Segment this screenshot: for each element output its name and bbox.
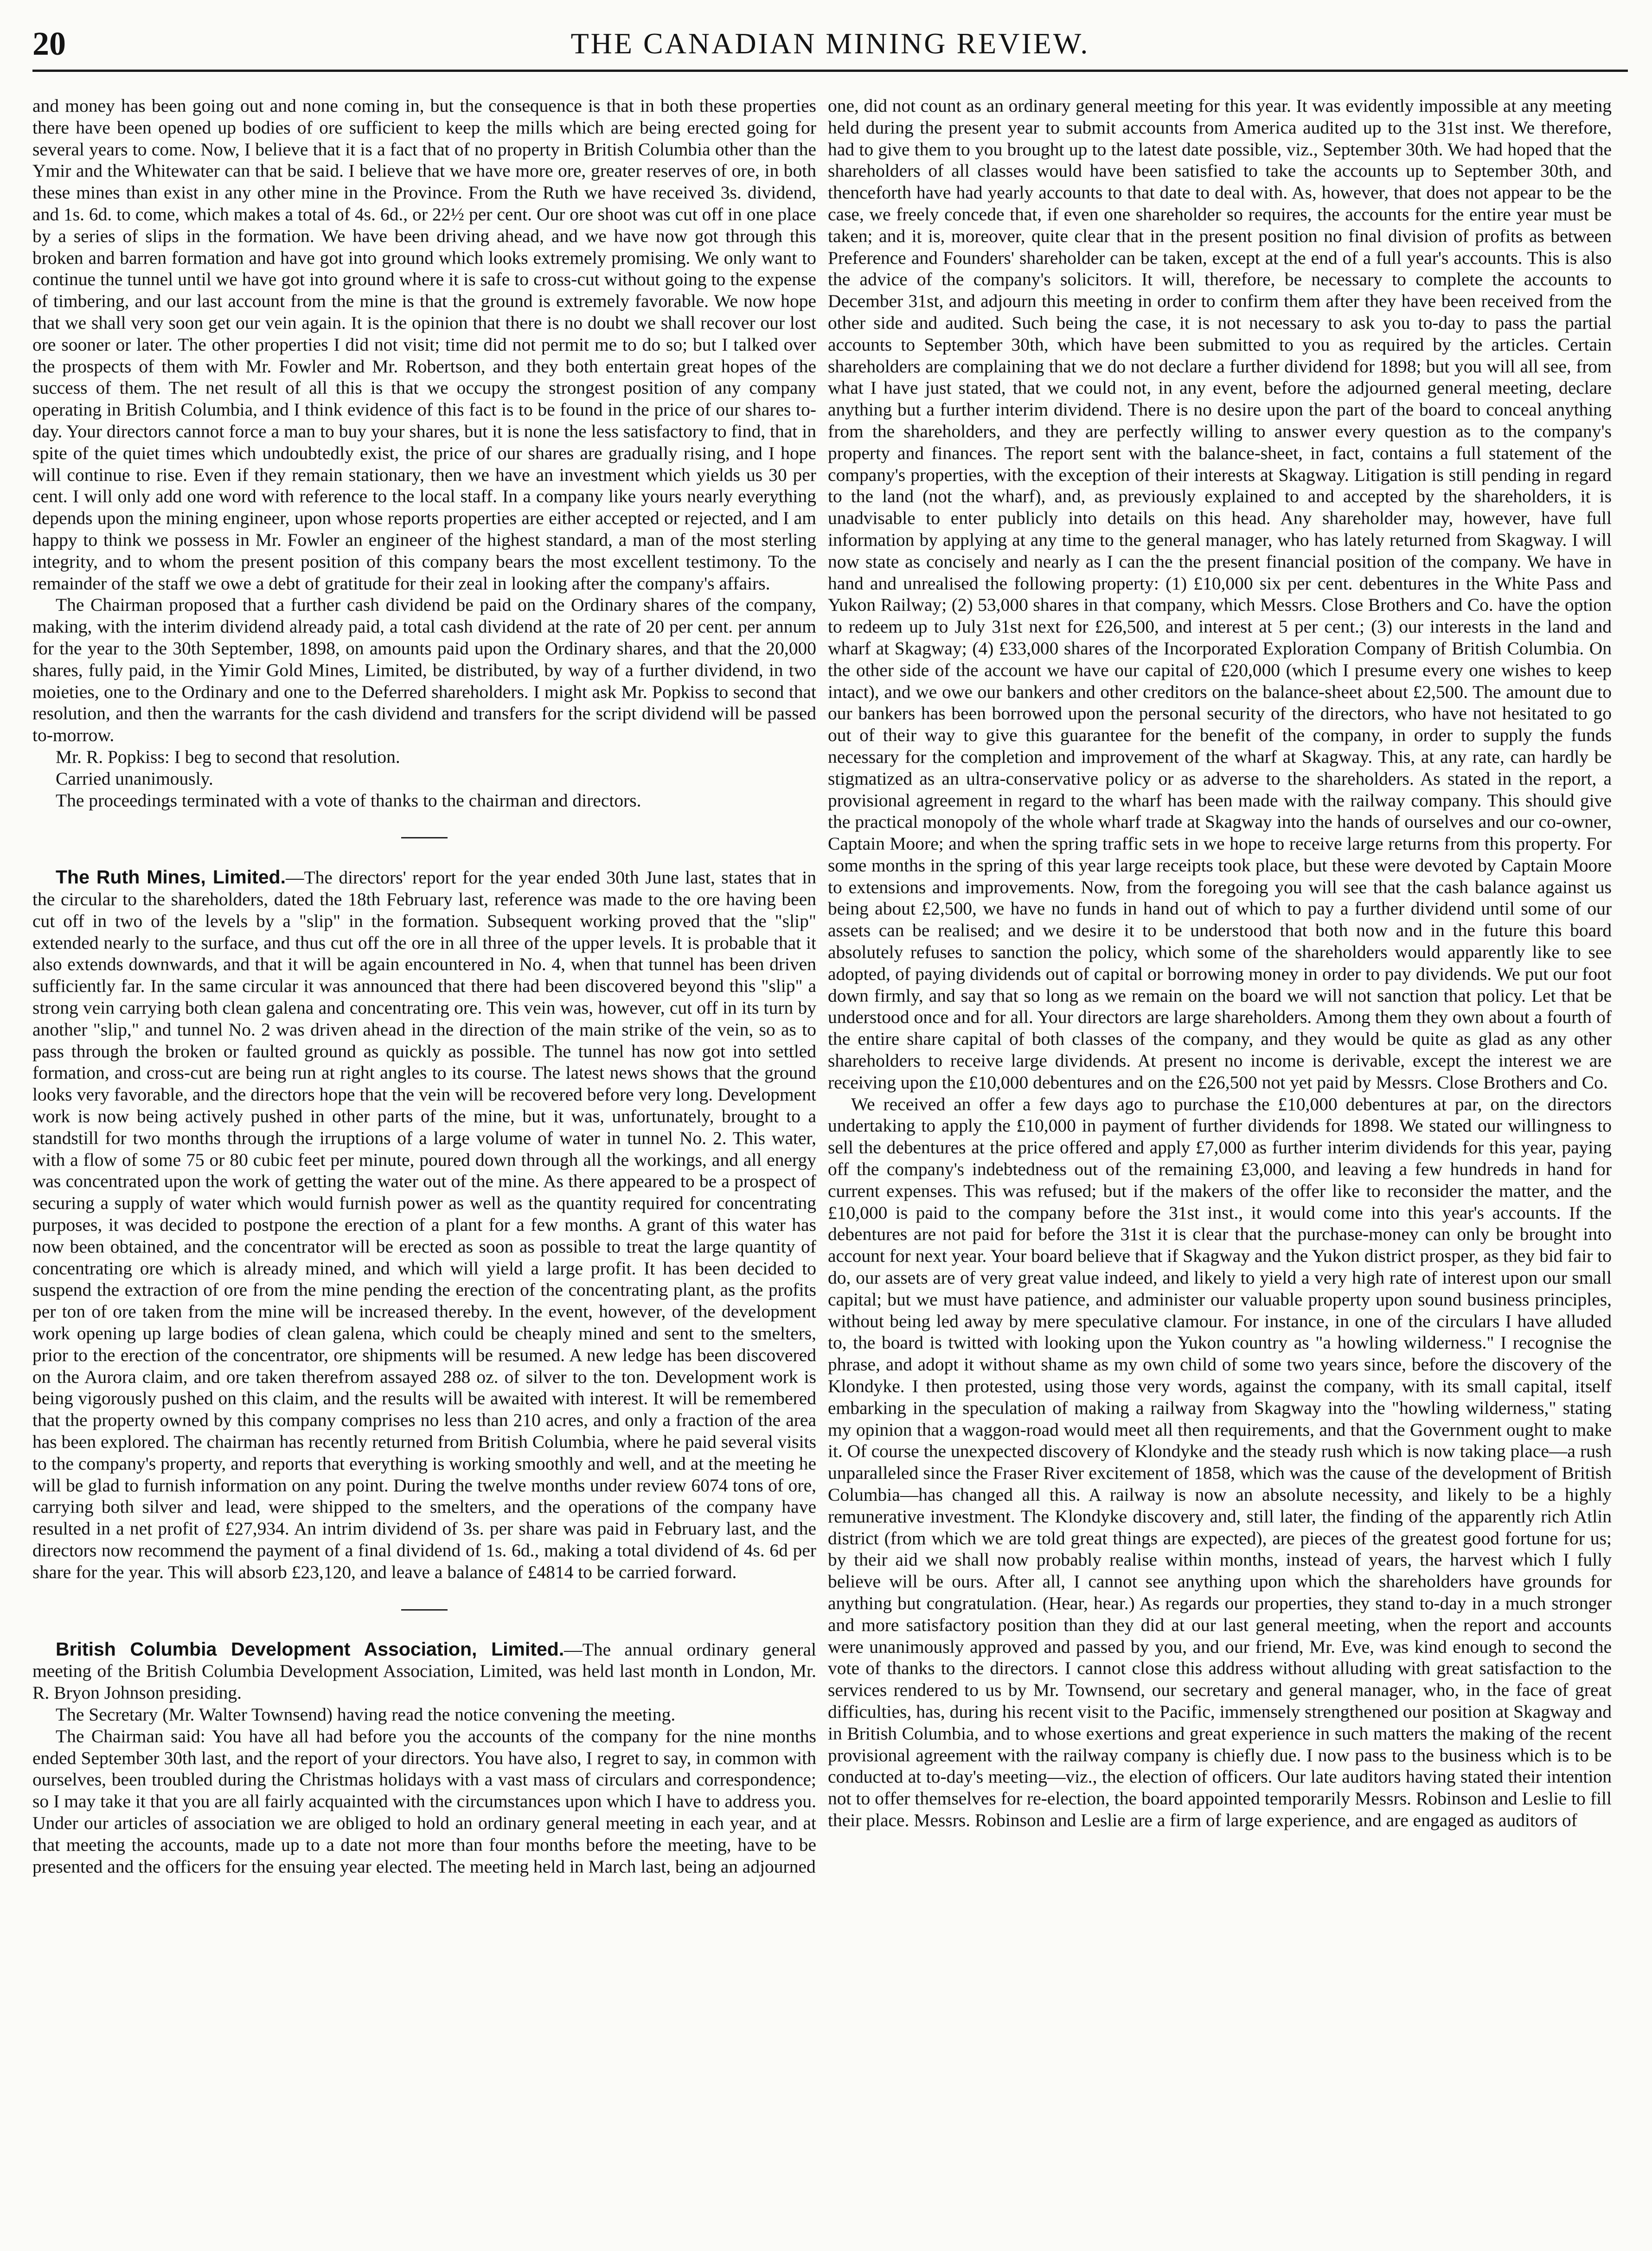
page-number: 20: [32, 25, 66, 62]
seconder-line: Mr. R. Popkiss: I beg to second that resolution.: [56, 746, 400, 767]
ruth-mines-heading: The Ruth Mines, Limited.: [56, 866, 286, 888]
closing-line: The proceedings terminated with a vote of thanks to the chairman and directors.: [56, 790, 641, 811]
ruth-mines-body: —The directors' report for the year ended 30th June last, states that in the circular to the shareholders, dated the 18th February last, reference was made to the ore having been cut off in two of the levels by a "slip" in the formation. Subsequent working proved that the "slip" extended nearly to the surface, and thus cut off the ore in all three of the upper levels. It is probable that it also extends downwards, and that it will be again encountered in No. 4, when that tunnel has been driven sufficiently far. In the same circular it was announced that there had been discovered beyond this "slip" a strong vein carrying both clean galena and concentrating ore. This vein was, however, cut off in its turn by another "slip," and tunnel No. 2 was driven ahead in the direction of the main strike of the vein, so as to pass through the broken or faulted ground as quickly as possible. The tunnel has now got into settled formation, and cross-cut are being run at right angles to its course. The latest news shows that the ground looks very favorable, and the directors hope that the vein will be recovered before very long. Development work is now being actively pushed in other parts of the mine, but it was, unfortunately, brought to a standstill for two months through the irruptions of a large volume of water in tunnel No. 2. This water, with a flow of some 75 or 80 cubic feet per minute, poured down through all the workings, and all energy was concentrated upon the work of getting the water out of the mine. As there appeared to be a prospect of securing a supply of water which would furnish power as well as the quantity required for concentrating purposes, it was decided to postpone the erection of a plant for a few months. A grant of this water has now been obtained, and the concentrator will be erected as soon as possible to treat the large quantity of concentrating ore which is already mined, and which will yield a large profit. It has been decided to suspend the extraction of ore from the mine pending the erection of the concentrating plant, as the profits per ton of ore taken from the mine will be increased thereby. In the event, however, of the development work opening up large bodies of clean galena, which could be cheaply mined and sent to the smelters, prior to the erection of the concentrator, ore shipments will be resumed. A new ledge has been discovered on the Aurora claim, and ore taken therefrom assayed 288 oz. of silver to the ton. Development work is being vigorously pushed on this claim, and the results will be awaited with interest. It will be remembered that the property owned by this company comprises no less than 210 acres, and only a fraction of the area has been explored. The chairman has recently returned from British Columbia, where he paid several visits to the company's property, and reports that everything is working smoothly and well, and at the meeting he will be glad to furnish information on any point. During the twelve months under review 6074 tons of ore, carrying both silver and lead, were shipped to the smelters, and the operations of the company have resulted in a net profit of £27,934. An intrim dividend of 3s. per share was paid in February last, and the directors now recommend the payment of a final dividend of 1s. 6d., making a total dividend of 4s. 6d per share for the year. This will absorb £23,120, and leave a balance of £4814 to be carried forward.: [32, 867, 816, 1582]
bcda-article: [32, 1638, 816, 1704]
secretary-line: The Secretary (Mr. Walter Townsend) having read the notice convening the meeting.: [56, 1704, 676, 1725]
continued-speech: one, did not count as an ordinary general meeting for this year. It was evidently impossible at any meeting held during the present year to submit accounts from America audited up to the 31st inst. We therefore, had to give them to you brought up to the latest date possible, viz., September 30th. We had hoped that the shareholders of all classes would have been satisfied to take the accounts up to September 30th, and thenceforth have had yearly accounts to that date to deal with. As, however, that does not appear to be the case, we freely concede that, if even one shareholder so requires, the accounts for the entire year must be taken; and it is, moreover, quite clear that in the present position no final division of profits as between Preference and Founders' shareholder can be taken, except at the end of a full year's accounts. This is also the advice of the company's solicitors. It will, therefore, be necessary to complete the accounts to December 31st, and adjourn this meeting in order to confirm them after they have been received from the other side and audited. Such being the case, it is not necessary to ask you to-day to pass the partial accounts to September 30th, which have been submitted to you as required by the articles. Certain shareholders are complaining that we do not declare a further dividend for 1898; but you will all see, from what I have just stated, that we could not, in any event, before the adjourned general meeting, declare anything but a further interim dividend. There is no desire upon the part of the board to conceal anything from the shareholders, and they are perfectly willing to answer every question as to the company's property and finances. The report sent with the balance-sheet, in fact, contains a full statement of the company's properties, with the exception of their interests at Skagway. Litigation is still pending in regard to the land (not the wharf), and, as previously explained to and accepted by the shareholders, it is unadvisable to enter publicly into details on this head. Any shareholder may, however, have full information by applying at any time to the general manager, who has lately returned from Skagway. I will now state as concisely and nearly as I can the the present financial position of the company. We have in hand and unrealised the following property: (1) £10,000 six per cent. debentures in the White Pass and Yukon Railway; (2) 53,000 shares in that company, which Messrs. Close Brothers and Co. have the option to redeem up to July 31st next for £26,500, and interest at 5 per cent.; (3) our interests in the land and wharf at Skagway; (4) £33,000 shares of the Incorporated Exploration Company of British Columbia. On the other side of the account we have our capital of £20,000 (which I presume every one wishes to keep intact), and we owe our bankers and other creditors on the balance-sheet about £2,500. The amount due to our bankers has been borrowed upon the personal security of the directors, who have not hesitated to go out of their way to give this guarantee for the benefit of the company, in order to supply the funds necessary for the completion and improvement of the wharf at Skagway. This, at any rate, can hardly be stigmatized as an ultra-conservative policy or as adverse to the shareholders. As stated in the report, a provisional agreement in regard to the wharf has been made with the railway company. This should give the practical monopoly of the whole wharf trade at Skagway into the hands of ourselves and our co-owner, Captain Moore; and when the spring traffic sets in we hope to receive large returns from this property. For some months in the spring of this year large receipts took place, but these were devoted by Captain Moore to extensions and improvements. Now, from the foregoing you will see that the cash balance against us being about £2,500, we have no funds in hand out of which to pay a further dividend until some of our assets can be realised; and we desire it to be understood that both now and in the future this board absolutely refuses to sanction the policy, which some of the shareholders would apparently like to see adopted, of paying dividends out of capital or borrowing money in order to pay dividends. We put our foot down firmly, and say that so long as we remain on the board we will not sanction that policy. Let that be understood once and for all. Your directors are large shareholders. Among them they own about a fourth of the entire share capital of both classes of the company, and they would be quite as glad as any other shareholders to receive large dividends. At present no income is derivable, except the interest we are receiving upon the £10,000 debentures and on the £26,500 not yet paid by Messrs. Close Brothers and Co.: [828, 96, 1612, 1093]
chairman-speech: The Chairman said: You have all had before you the accounts of the company for the nine months ended September 30th last, and the report of your directors. You have also, I regret to say, in common with ourselves, been troubled during the Christmas holidays with a vast mass of circulars and correspondence; so I may take it that you are all fairly acquainted with the circumstances upon which I have to address you. Under our articles of association we are obliged to hold an ordinary general meeting in each year, and at that meeting the accounts, made up to a date not more than four months before the meeting, have to be presented and the officers for the ensuing year elected. The meeting held in March last, being an adjourned: [32, 1726, 816, 1877]
journal-title: THE CANADIAN MINING REVIEW.: [570, 27, 1090, 60]
debenture-offer-paragraph: We received an offer a few days ago to purchase the £10,000 debentures at par, on the directors undertaking to apply the £10,000 in payment of further dividends for 1898. We stated our willingness to sell the debentures at the price offered and apply £7,000 as further interim dividends for this year, paying off the company's indebtedness out of the remaining £3,000, and leaving a few hundreds in hand for current expenses. This was refused; but if the makers of the offer like to reconsider the matter, and the £10,000 is paid to the company before the 31st inst., it would come into this year's accounts. If the debentures are not paid for before the 31st it is clear that the purchase-money can only be brought into account for next year. Your board believe that if Skagway and the Yukon district prosper, as they bid fair to do, our assets are of very great value indeed, and likely to yield a very high rate of interest upon our small capital; but we must have patience, and administer our valuable property upon sound business principles, without being led away by mere speculative clamour. For instance, in one of the circulars I have alluded to, the board is twitted with looking upon the Yukon country as "a howling wilderness." I recognise the phrase, and adopt it without shame as my own child of some two years since, before the discovery of the Klondyke. I then protested, using those very words, against the company, with its small capital, itself embarking in the speculation of making a railway from Skagway into the "howling wilderness," stating my opinion that a waggon-road would meet all then requirements, and that the Government ought to make it. Of course the unexpected discovery of Klondyke and the steady rush which is now taking place—a rush unparalleled since the Fraser River excitement of 1858, which was the cause of the development of British Columbia—has changed all this. A railway is now an absolute necessity, and likely to be a highly remunerative investment. The Klondyke discovery and, still later, the finding of the apparently rich Atlin district (from which we are told great things are expected), are pieces of the greatest good fortune for us; by their aid we shall now probably realise within months, instead of years, the harvest which I fully believe will be ours. After all, I cannot see anything upon which the shareholders have grounds for anything but congratulation. (Hear, hear.) As regards our properties, they stand to-day in a much stronger and more satisfactory position than they did at our last general meeting, when the report and accounts were unanimously approved and passed by you, and our friend, Mr. Eve, was kind enough to second the vote of thanks to the directors. I cannot close this address without alluding with great satisfaction to the services rendered to us by Mr. Townsend, our secretary and general manager, who, in the face of great difficulties, has, during his recent visit to the Pacific, immensely strengthened our position at Skagway and in British Columbia, and to whose exertions and great experience in such matters the making of the recent provisional agreement with the railway company is chiefly due. I now pass to the business which is to be conducted at to-day's meeting—viz., the election of officers. Our late auditors having stated their intention not to offer themselves for re-election, the board appointed temporarily Messrs. Robinson and Leslie to fill their place. Messrs. Robinson and Leslie are a firm of large experience, and are engaged as auditors of: [828, 1094, 1612, 1830]
bcda-body: —The annual ordinary general meeting of the British Columbia Development Association, Limited, was held last month in London, Mr. R. Bryon Johnson presiding.: [32, 1639, 816, 1703]
ruth-mines-article: [32, 866, 816, 1583]
continued-paragraph: and money has been going out and none coming in, but the consequence is that in both these properties there have been opened up bodies of ore sufficient to keep the mills which are being erected going for several years to come. Now, I believe that it is a fact that of no property in British Columbia other than the Ymir and the Whitewater can that be said. I believe that we have more ore, greater reserves of ore, in both these mines than exist in any other mine in the Province. From the Ruth we have received 3s. dividend, and 1s. 6d. to come, which makes a total of 4s. 6d., or 22½ per cent. Our ore shoot was cut off in one place by a series of slips in the formation. We have been driving ahead, and we have now got through this broken and barren formation and have got into ground which looks extremely promising. We only want to continue the tunnel until we have got into ground where it is safe to cross-cut without going to the expense of timbering, and our last account from the mine is that the ground is extremely favorable. We now hope that we shall very soon get our vein again. It is the opinion that there is no doubt we shall recover our lost ore sooner or later. The other properties I did not visit; time did not permit me to do so; but I talked over the prospects of them with Mr. Fowler and Mr. Robertson, and they both entertain great hopes of the success of them. The net result of all this is that we occupy the strongest position of any company operating in British Columbia, and I think evidence of this fact is to be found in the price of our shares to-day. Your directors cannot force a man to buy your shares, but it is none the less satisfactory to find, that in spite of the quiet times which undoubtedly exist, the price of our shares are gradually rising, and I hope will continue to rise. Even if they remain stationary, then we have an investment which yields us 30 per cent. I will only add one word with reference to the local staff. In a company like yours nearly everything depends upon the mining engineer, upon whose reports properties are either accepted or rejected, and I am happy to think we possess in Mr. Fowler an engineer of the highest standard, a man of the most sterling integrity, and to whom the present position of this company bears the most excellent testimony. To the remainder of the staff we owe a debt of gratitude for their zeal in looking after the company's affairs.: [32, 96, 816, 594]
right-column: [828, 95, 1612, 2207]
dividend-paragraph: The Chairman proposed that a further cash dividend be paid on the Ordinary shares of the company, making, with the interim dividend already paid, a total cash dividend at the rate of 20 per cent. per annum for the year to the 30th September, 1898, on amounts paid upon the Ordinary shares, and that the 20,000 shares, fully paid, in the Yimir Gold Mines, Limited, be distributed, by way of a further dividend, in two moieties, one to the Ordinary and one to the Deferred shareholders. I might ask Mr. Popkiss to second that resolution, and then the warrants for the cash dividend and transfers for the script dividend will be passed to-morrow.: [32, 595, 816, 746]
bcda-heading: British Columbia Development Association, Limited.: [56, 1638, 564, 1660]
left-column: [32, 95, 816, 2207]
carried-line: Carried unanimously.: [56, 768, 213, 789]
section-divider: [401, 1609, 448, 1611]
section-divider: [401, 837, 448, 838]
page-header: [32, 14, 1628, 72]
